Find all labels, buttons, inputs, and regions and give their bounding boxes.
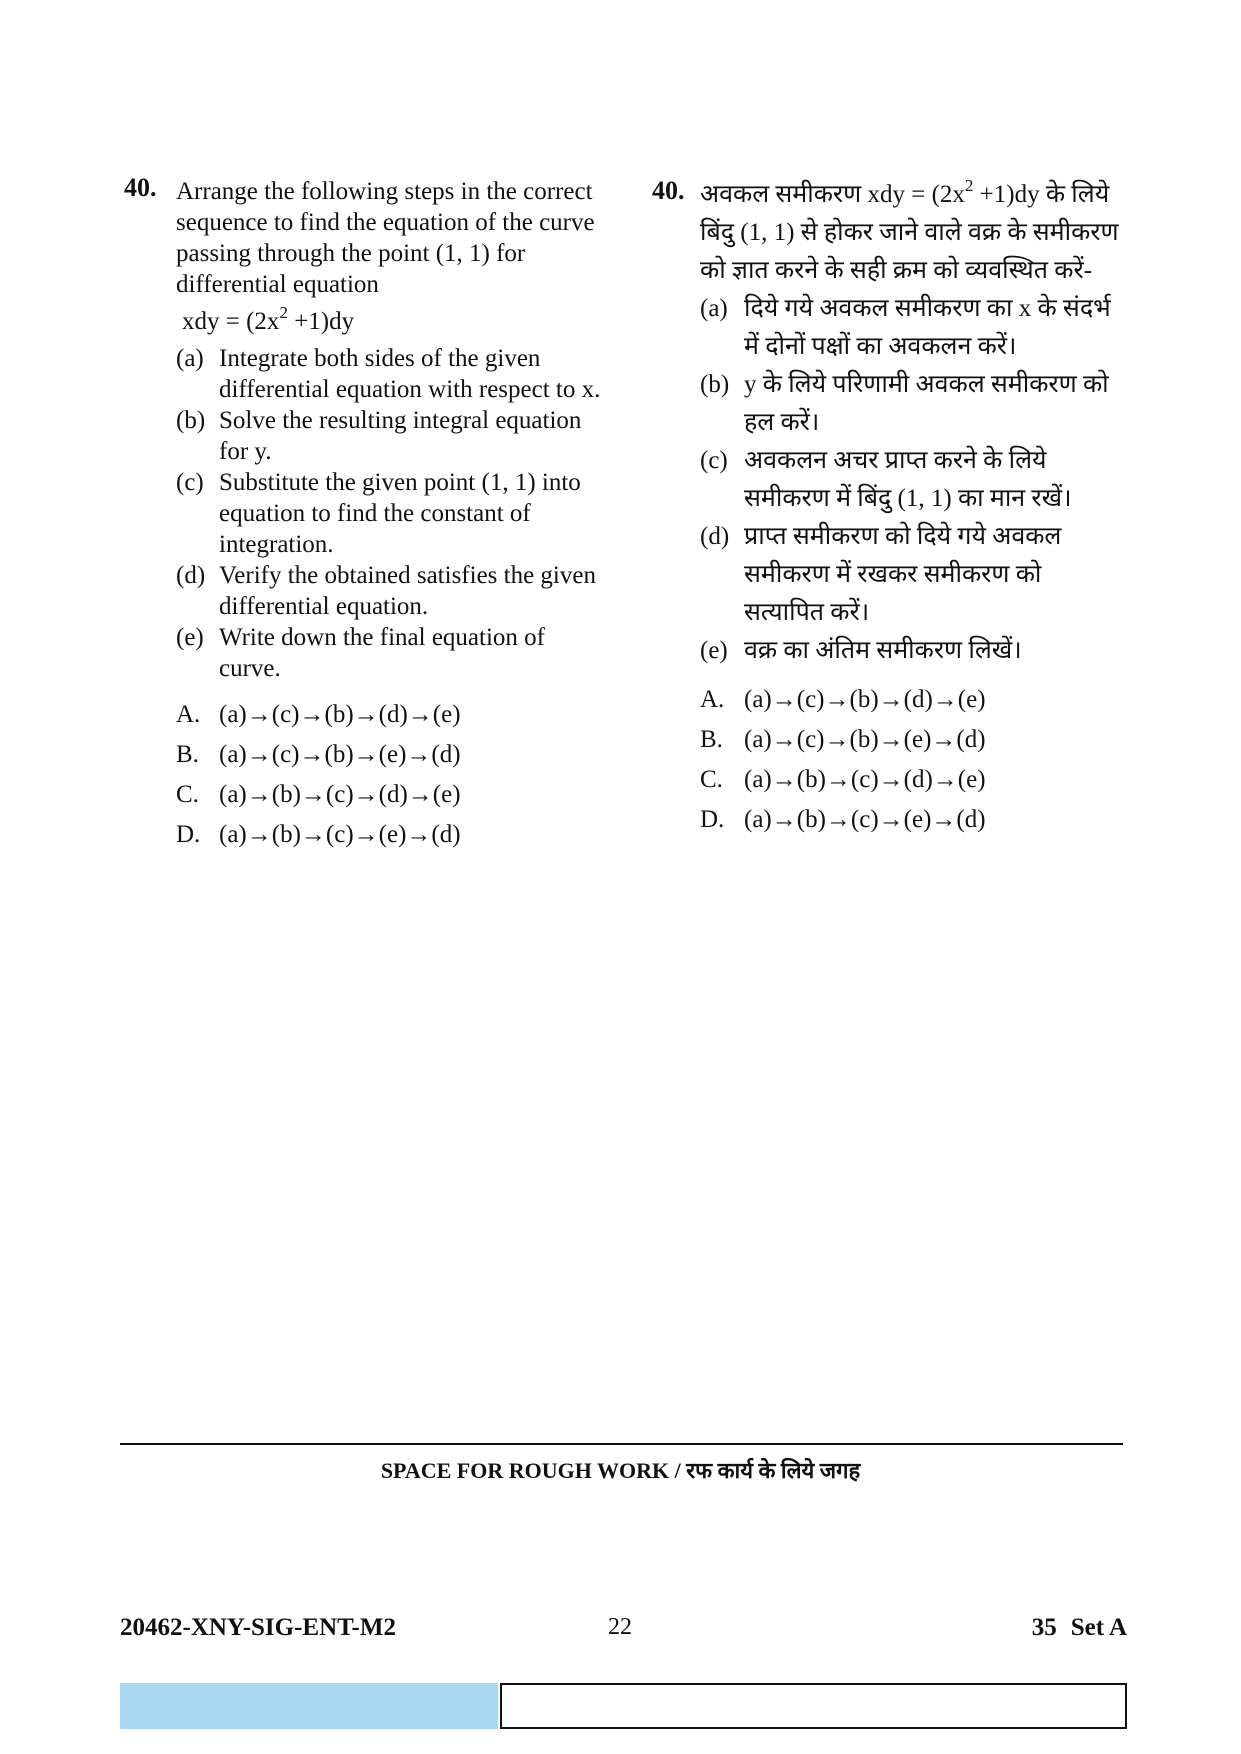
set-label: Set A [1070, 1614, 1127, 1641]
option-label: B. [176, 740, 199, 768]
step-label: (e) [176, 624, 204, 651]
stem-prefix: अवकल समीकरण [700, 181, 862, 208]
step-item [176, 622, 604, 684]
steps-list [176, 343, 604, 684]
set-info [1032, 1614, 1127, 1642]
step-text: Integrate both sides of the given differential equation with respect to x. [219, 345, 601, 403]
equation-right: +1)dy [973, 181, 1040, 208]
option-text: (a)→(c)→(b)→(d)→(e) [219, 700, 461, 728]
divider-line [120, 1443, 1123, 1445]
question-hindi [652, 176, 1122, 840]
option-d[interactable] [176, 814, 604, 854]
step-label: (c) [700, 447, 728, 474]
step-item [700, 290, 1122, 366]
option-label: A. [176, 700, 201, 728]
options-list [700, 680, 1122, 840]
step-text: Solve the resulting integral equation for y. [219, 407, 582, 465]
option-label: D. [176, 820, 201, 848]
differential-equation [182, 303, 604, 337]
step-label: (a) [176, 345, 204, 372]
option-c[interactable] [700, 760, 1122, 800]
steps-list [700, 290, 1122, 670]
question-stem: Arrange the following steps in the correct sequence to find the equation of the curve passing through the point (1, 1) for differential equation [176, 178, 595, 298]
equation-left: xdy = (2x [182, 308, 280, 335]
step-text: y के लिये परिणामी अवकल समीकरण को हल करें। [744, 371, 1109, 436]
step-text: प्राप्त समीकरण को दिये गये अवकल समीकरण में रखकर समीकरण को सत्यापित करें। [744, 523, 1062, 626]
booklet-number: 35 [1031, 1614, 1057, 1641]
blank-box [500, 1683, 1127, 1729]
step-item [700, 366, 1122, 442]
option-text: (a)→(b)→(c)→(d)→(e) [219, 780, 461, 808]
step-label: (e) [700, 637, 728, 664]
question-stem [700, 176, 1122, 290]
equation-left: xdy = (2x [867, 181, 965, 208]
option-label: C. [700, 766, 723, 793]
step-item [700, 442, 1122, 518]
option-a[interactable] [700, 680, 1122, 720]
option-label: C. [176, 780, 199, 808]
option-b[interactable] [176, 734, 604, 774]
option-label: A. [700, 686, 725, 713]
step-text: वक्र का अंतिम समीकरण लिखें। [744, 637, 1022, 664]
page-number: 22 [608, 1614, 632, 1640]
step-label: (c) [176, 469, 204, 496]
step-label: (a) [700, 295, 728, 322]
rough-work-label: SPACE FOR ROUGH WORK / रफ कार्य के लिये जगह [380, 1458, 861, 1483]
stem-suffix: के लिये बिंदु (1, 1) से होकर जाने वाले वक्र के समीकरण को ज्ञात करने के सही क्रम को व्यवस्थित करें- [700, 181, 1119, 284]
step-item [700, 632, 1122, 670]
option-text: (a)→(b)→(c)→(d)→(e) [744, 766, 986, 793]
step-item [176, 343, 604, 405]
differential-equation [867, 176, 1040, 208]
option-text: (a)→(c)→(b)→(e)→(d) [744, 726, 986, 753]
option-text: (a)→(c)→(b)→(d)→(e) [744, 686, 986, 713]
step-text: अवकलन अचर प्राप्त करने के लिये समीकरण में बिंदु (1, 1) का मान रखें। [744, 447, 1072, 512]
option-a[interactable] [176, 694, 604, 734]
step-label: (b) [700, 371, 730, 398]
equation-exponent: 2 [964, 176, 974, 195]
step-text: Substitute the given point (1, 1) into equation to find the constant of integration. [219, 469, 581, 558]
equation-exponent: 2 [279, 303, 288, 322]
step-label: (b) [176, 407, 206, 434]
option-text: (a)→(b)→(c)→(e)→(d) [219, 820, 461, 848]
step-text: Write down the final equation of curve. [219, 624, 545, 682]
step-item [700, 518, 1122, 632]
option-text: (a)→(b)→(c)→(e)→(d) [744, 806, 986, 833]
question-english [124, 173, 604, 854]
question-number: 40. [124, 173, 157, 202]
step-item [176, 467, 604, 560]
color-band [120, 1683, 498, 1729]
option-b[interactable] [700, 720, 1122, 760]
options-list [176, 694, 604, 854]
equation-right: +1)dy [287, 308, 355, 335]
option-text: (a)→(c)→(b)→(e)→(d) [219, 740, 461, 768]
step-item [176, 560, 604, 622]
question-number: 40. [652, 176, 685, 205]
option-label: D. [700, 806, 725, 833]
paper-code: 20462-XNY-SIG-ENT-M2 [120, 1614, 396, 1641]
option-d[interactable] [700, 800, 1122, 840]
option-c[interactable] [176, 774, 604, 814]
step-label: (d) [700, 523, 730, 550]
step-text: Verify the obtained satisfies the given differential equation. [219, 562, 596, 620]
step-item [176, 405, 604, 467]
option-label: B. [700, 726, 723, 753]
step-text: दिये गये अवकल समीकरण का x के संदर्भ में दोनों पक्षों का अवकलन करें। [744, 295, 1111, 360]
step-label: (d) [176, 562, 206, 589]
